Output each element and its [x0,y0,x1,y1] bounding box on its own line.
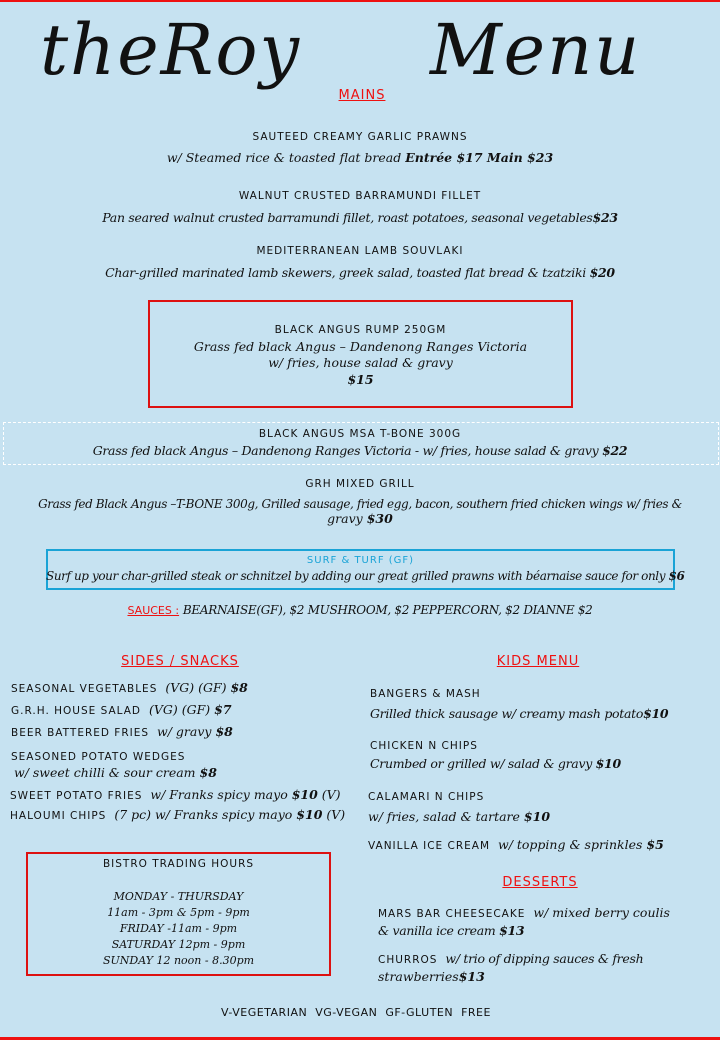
barramundi-desc-text: Pan seared walnut crusted barramundi fillet, roast potatoes, seasonal vegetables [102,210,593,225]
side-item-1 [11,680,248,695]
side-item-price: $8 [230,680,248,695]
rump-line2: w/ fries, house salad & gravy [268,355,453,370]
desserts-heading: DESSERTS [502,875,578,890]
mains-heading: MAINS [338,88,386,103]
prawns-price: Entrée $17 Main $23 [405,150,554,165]
kids-item-price: $10 [523,809,551,824]
kids-item-3-desc [368,809,550,824]
kids-heading: KIDS MENU [496,654,580,669]
sauces-text: BEARNAISE(GF), $2 MUSHROOM, $2 PEPPERCORN, $2 DIANNE $2 [182,603,593,617]
tbone-desc-text: Grass fed black Angus – Dandenong Ranges Victoria - w/ fries, house salad & gravy [92,443,599,458]
mixed-grill-line2 [0,511,720,526]
dessert-item-name: MARS BAR CHEESECAKE [378,908,526,920]
hours-line-5: SUNDAY 12 noon - 8.30pm [102,954,255,967]
side-item-name: SWEET POTATO FRIES [10,790,143,802]
mixed-grill-name: GRH MIXED GRILL [305,478,415,490]
kids-item-name: VANILLA ICE CREAM [368,840,491,852]
side-item-price: $7 [214,702,232,717]
side-item-name: SEASONED POTATO WEDGES [11,751,186,763]
hours-line-4: SATURDAY 12pm - 9pm [111,938,246,951]
hours-line-3: FRIDAY -11am - 9pm [119,922,238,935]
tbone-name: BLACK ANGUS MSA T-BONE 300G [258,428,462,440]
rump-name: BLACK ANGUS RUMP 250GM [274,324,447,336]
dessert-item-desc: w/ trio of dipping sauces & fresh [445,951,644,966]
souvlaki-name: MEDITERRANEAN LAMB SOUVLAKI [256,245,464,257]
mixed-grill-price: $30 [366,511,393,526]
souvlaki-desc-text: Char-grilled marinated lamb skewers, greek salad, toasted flat bread & tzatziki [105,265,586,280]
side-item-2 [11,702,232,717]
logo-title: theRoy [40,9,302,91]
barramundi-name: WALNUT CRUSTED BARRAMUNDI FILLET [238,190,482,202]
side-item-desc: (7 pc) w/ Franks spicy mayo [114,807,293,822]
dessert-item-1-line2 [378,923,524,938]
kids-item-1-name: BANGERS & MASH [370,688,481,700]
side-item-name: SEASONAL VEGETABLES [11,683,158,695]
side-item-desc: w/ sweet chilli & sour cream [14,765,196,780]
souvlaki-price: $20 [589,265,615,280]
dessert-item-2-line2 [378,969,485,984]
kids-item-desc: Crumbed or grilled w/ salad & gravy [370,756,592,771]
side-item-desc: w/ gravy [157,724,212,739]
surf-turf-price: $6 [668,569,685,583]
kids-item-desc: w/ topping & sprinkles [498,837,643,852]
dessert-item-price: $13 [458,969,485,984]
rump-price: $15 [347,372,374,387]
side-item-suffix: (V) [326,807,346,822]
hours-title: BISTRO TRADING HOURS [102,858,255,870]
sides-heading: SIDES / SNACKS [121,654,239,669]
side-item-price: $10 [291,787,318,802]
rump-box [148,300,573,408]
side-item-price: $8 [215,724,233,739]
mixed-grill-line1: Grass fed Black Angus –T-BONE 300g, Grilled sausage, fried egg, bacon, southern fried chicken wings w/ fries & [38,497,682,511]
side-item-desc: (VG) (GF) [149,702,211,717]
kids-item-price: $5 [646,837,664,852]
side-item-name: G.R.H. HOUSE SALAD [11,705,142,717]
dietary-legend: V-VEGETARIAN VG-VEGAN GF-GLUTEN FREE [221,1006,491,1019]
side-item-name: BEER BATTERED FRIES [11,727,150,739]
side-item-price: $10 [296,807,323,822]
dessert-item-2 [378,951,643,966]
dessert-item-desc2: & vanilla ice cream [378,923,496,938]
side-item-name: HALOUMI CHIPS [10,810,107,822]
side-item-desc: w/ Franks spicy mayo [150,787,288,802]
dessert-item-desc: w/ mixed berry coulis [533,905,670,920]
barramundi-desc [0,210,720,225]
surf-turf-desc [46,569,685,583]
kids-item-4 [368,837,664,852]
kids-item-desc: Grilled thick sausage w/ creamy mash potato [370,706,644,721]
side-item-5 [10,787,341,802]
dessert-item-1 [378,905,670,920]
side-item-desc: (VG) (GF) [165,680,227,695]
dessert-item-desc2: strawberries [378,969,459,984]
side-item-6 [10,807,345,822]
rump-line1: Grass fed black Angus – Dandenong Ranges Victoria [193,339,528,354]
kids-item-2-name: CHICKEN N CHIPS [370,740,478,752]
barramundi-price: $23 [592,210,618,225]
menu-title: Menu [430,9,642,91]
side-item-4-desc [14,765,217,780]
hours-line-2: 11am - 3pm & 5pm - 9pm [107,906,250,919]
tbone-price: $22 [602,443,628,458]
kids-item-3-name: CALAMARI N CHIPS [368,791,485,803]
sauces-line [0,603,720,617]
kids-item-price: $10 [643,706,669,721]
prawns-desc-text: w/ Steamed rice & toasted flat bread [166,150,402,165]
dessert-item-name: CHURROS [378,954,438,966]
prawns-name: SAUTEED CREAMY GARLIC PRAWNS [252,131,468,143]
side-item-price: $8 [199,765,217,780]
side-item-4 [11,748,189,763]
sauces-label: SAUCES : [127,604,180,617]
surf-turf-desc-text: Surf up your char-grilled steak or schnitzel by adding our great grilled prawns with béarnaise sauce for only [46,569,666,583]
kids-item-desc: w/ fries, salad & tartare [368,809,520,824]
kids-item-price: $10 [595,756,621,771]
side-item-suffix: (V) [321,787,341,802]
prawns-desc [0,150,720,165]
kids-item-2-desc [370,756,621,771]
hours-line-1: MONDAY - THURSDAY [113,890,244,903]
surf-turf-title: SURF & TURF (GF) [306,555,415,566]
tbone-desc [0,443,720,458]
side-item-3 [11,724,233,739]
souvlaki-desc [0,265,720,280]
dessert-item-price: $13 [499,923,525,938]
kids-item-1-desc [370,706,668,721]
mixed-grill-line2-text: gravy [327,511,363,526]
